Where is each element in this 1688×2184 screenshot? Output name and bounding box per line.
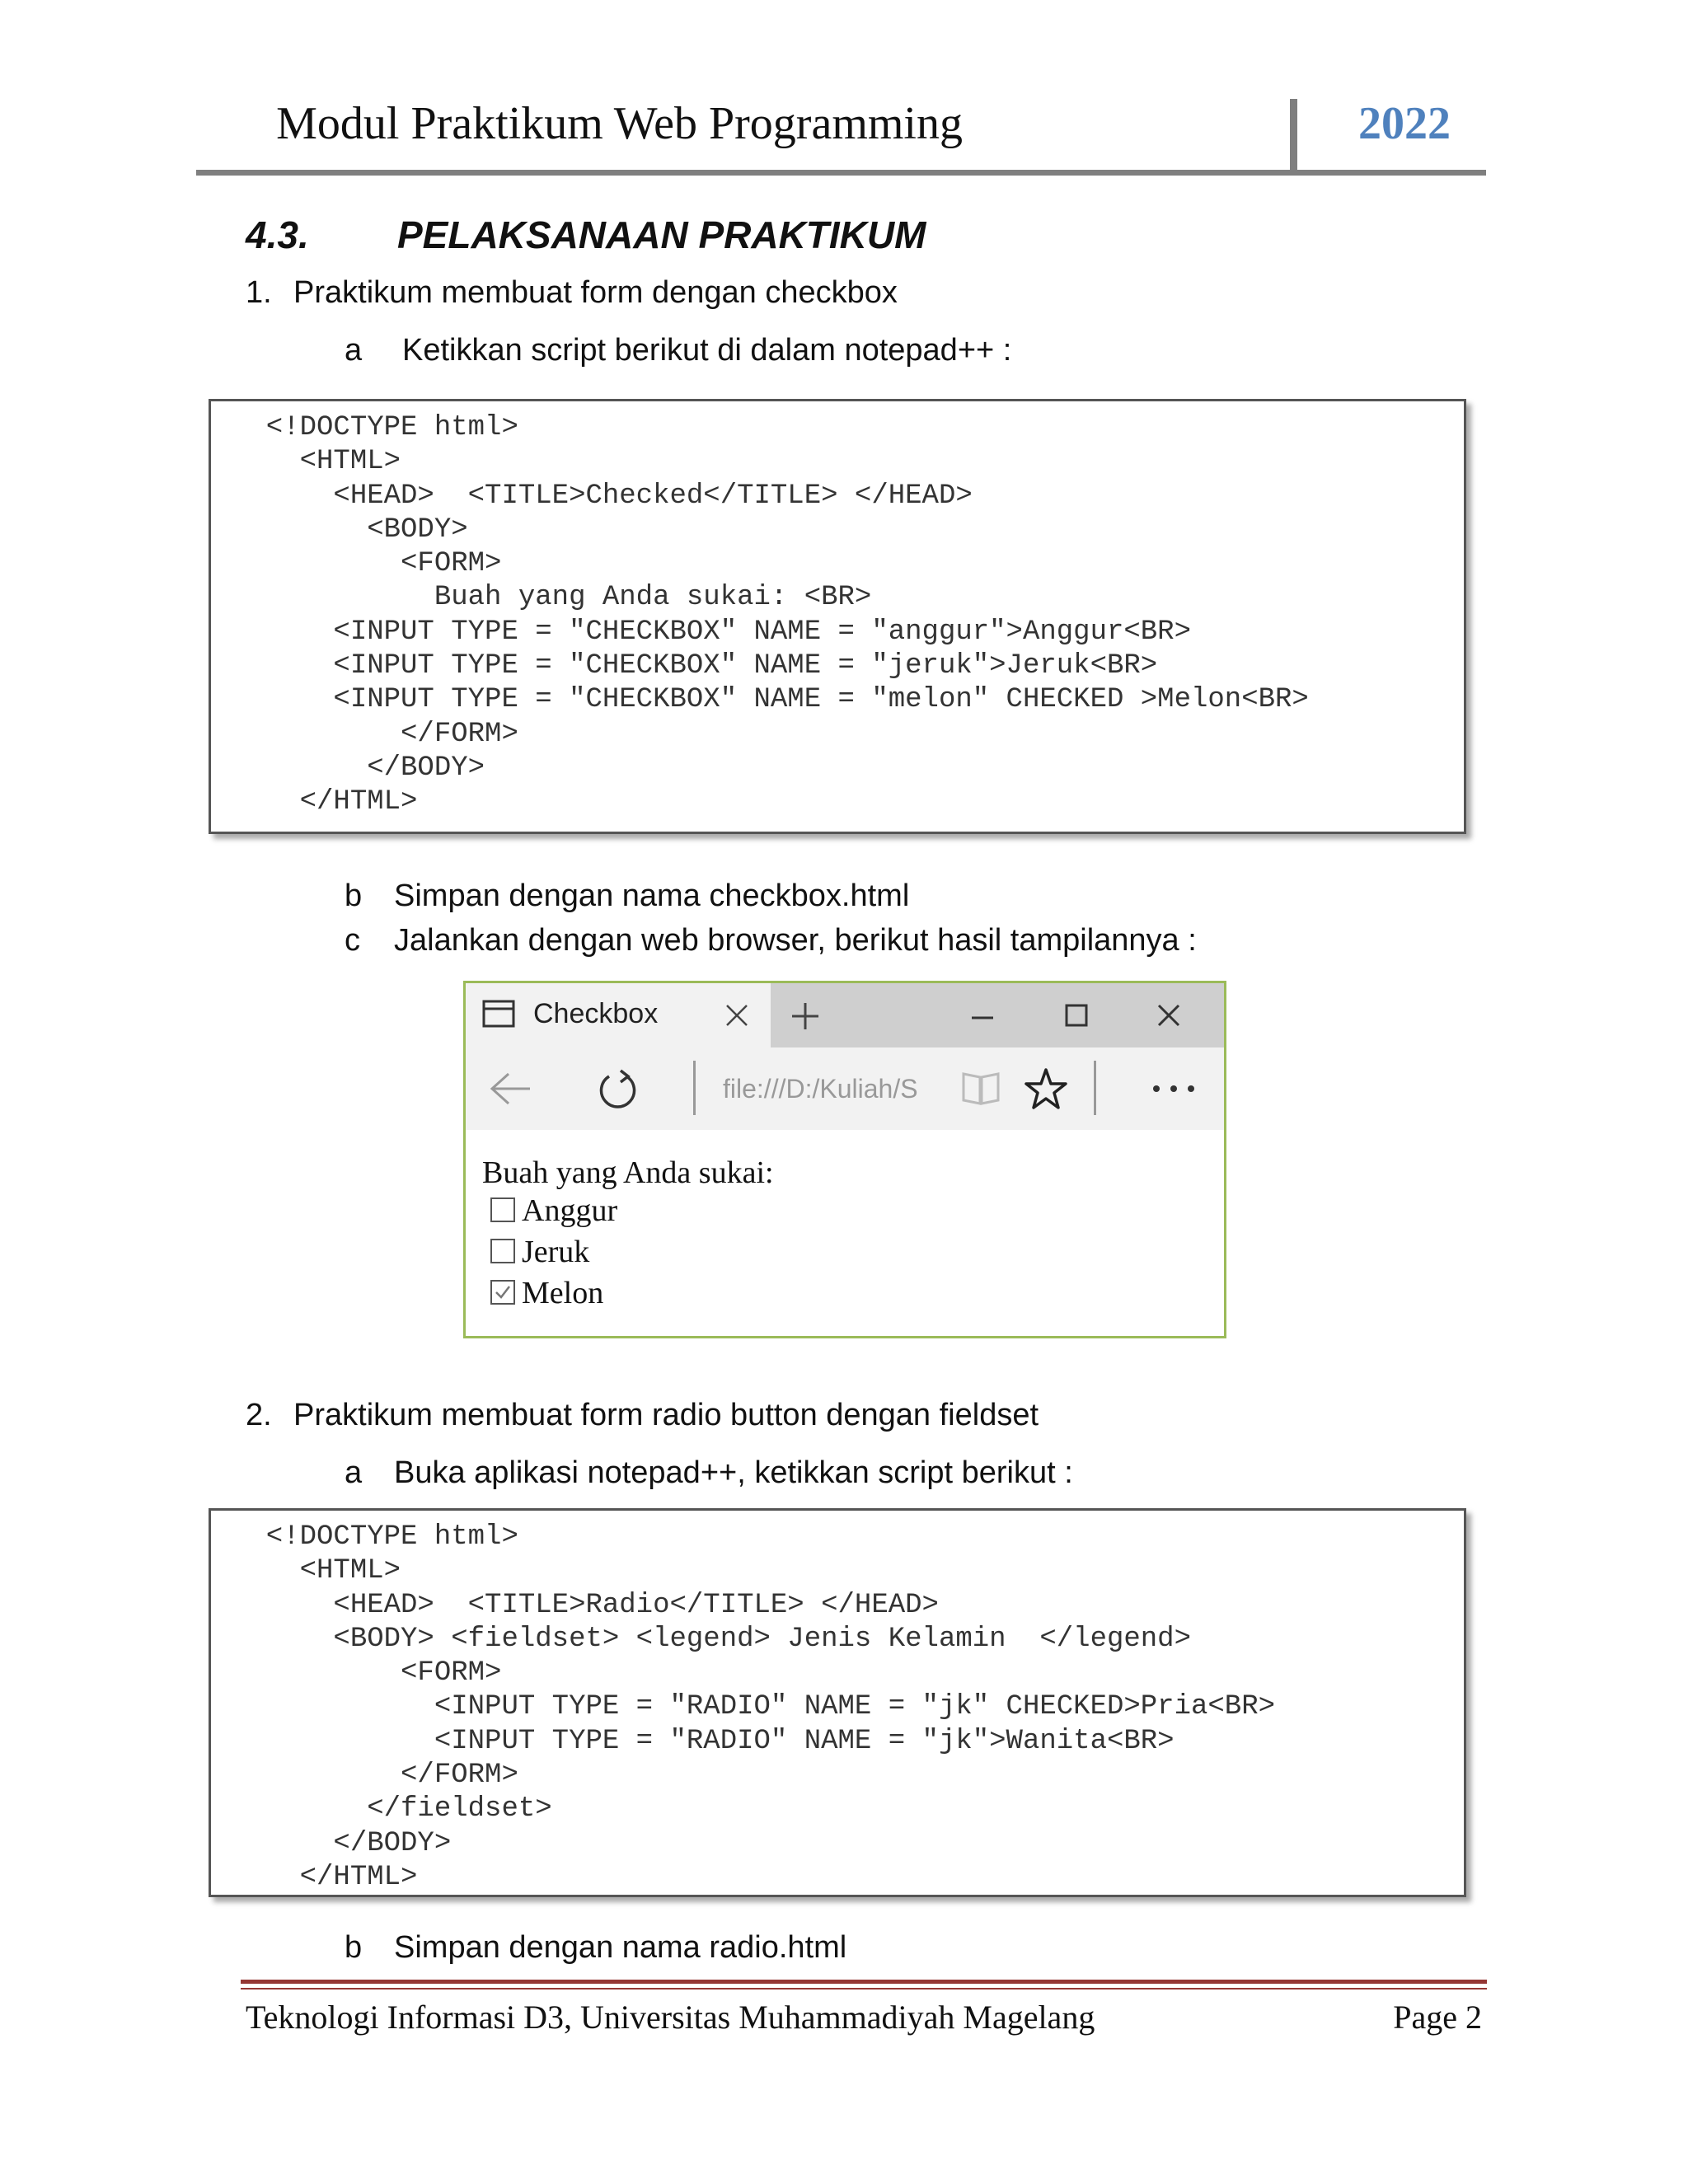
reading-view-icon[interactable] [960, 1071, 1001, 1107]
step-2b-marker: b [345, 1930, 363, 1965]
address-bar[interactable]: file:///D:/Kuliah/S [723, 1074, 918, 1104]
step-2a-text: Buka aplikasi notepad++, ketikkan script berikut : [394, 1455, 1073, 1490]
section-title: PELAKSANAAN PRAKTIKUM [397, 213, 926, 256]
minimize-icon[interactable] [970, 1005, 995, 1029]
page-form-label: Buah yang Anda sukai: [482, 1155, 774, 1190]
step-1c-marker: c [345, 923, 360, 958]
step-2a-marker: a [345, 1455, 363, 1490]
step-2-number: 2. [246, 1398, 272, 1432]
step-1c-text: Jalankan dengan web browser, berikut hasil tampilannya : [394, 923, 1197, 958]
favorite-star-icon[interactable] [1025, 1067, 1067, 1110]
code-block-radio [209, 1508, 1466, 1897]
header-year: 2022 [1358, 98, 1451, 149]
checkbox-jeruk[interactable] [490, 1239, 515, 1263]
toolbar-divider-2 [1094, 1061, 1096, 1115]
header-title: Modul Praktikum Web Programming [276, 98, 963, 149]
code-block-checkbox [209, 399, 1466, 834]
checkbox-anggur[interactable] [490, 1197, 515, 1222]
new-tab-icon[interactable] [790, 1001, 820, 1031]
toolbar-divider [693, 1061, 696, 1115]
check-mark-icon [494, 1283, 512, 1301]
footer-institution: Teknologi Informasi D3, Universitas Muhammadiyah Magelang [246, 1999, 1095, 2036]
step-1b-text: Simpan dengan nama checkbox.html [394, 879, 910, 913]
footer-page-number: Page 2 [1393, 1999, 1482, 2036]
checkbox-label: Melon [522, 1276, 604, 1310]
more-icon[interactable] [1151, 1084, 1196, 1094]
header-rule [196, 170, 1486, 176]
refresh-icon[interactable] [596, 1067, 639, 1110]
footer-rule [241, 1980, 1487, 1984]
checkbox-label: Jeruk [522, 1235, 590, 1269]
checkbox-melon[interactable] [490, 1280, 515, 1305]
back-icon[interactable] [489, 1071, 532, 1107]
browser-tab[interactable] [466, 983, 771, 1047]
step-1a-text: Ketikkan script berikut di dalam notepad++ : [402, 333, 1012, 368]
checkbox-label: Anggur [522, 1193, 618, 1228]
close-window-icon[interactable] [1156, 1003, 1181, 1028]
step-1-text: Praktikum membuat form dengan checkbox [293, 275, 898, 310]
tab-page-icon [482, 1000, 515, 1028]
header-separator [1290, 99, 1297, 175]
step-1b-marker: b [345, 879, 363, 913]
tab-title: Checkbox [533, 998, 659, 1029]
browser-toolbar [466, 1047, 1224, 1130]
step-2-text: Praktikum membuat form radio button dengan fieldset [293, 1398, 1039, 1432]
browser-screenshot [463, 981, 1226, 1338]
section-number: 4.3. [246, 213, 309, 256]
step-2b-text: Simpan dengan nama radio.html [394, 1930, 847, 1965]
close-tab-icon[interactable] [724, 1003, 749, 1028]
maximize-icon[interactable] [1064, 1003, 1089, 1028]
footer-rule-thin [241, 1988, 1487, 1990]
step-1-number: 1. [246, 275, 272, 310]
step-1a-marker: a [345, 333, 363, 368]
code-checkbox-text: <!DOCTYPE html> <HTML> <HEAD> <TITLE>Checked</TITLE> </HEAD> <BODY> <FORM> Buah yang Anda sukai: <BR> <INPUT TYPE = "CHECKBOX" NAME = "anggur">Anggur<BR> <INPUT TYPE = "CHECKBOX" NAME = "jeruk">Jeruk<BR> <INPUT TYPE = "CHECKBOX" NAME = "melon" CHECKED >Melon<BR> </FORM> </BODY> </HTML> [265, 412, 1309, 818]
code-radio-text: <!DOCTYPE html> <HTML> <HEAD> <TITLE>Radio</TITLE> </HEAD> <BODY> <fieldset> <legend> Jenis Kelamin </legend> <FORM> <INPUT TYPE = "RADIO" NAME = "jk" CHECKED>Pria<BR> <INPUT TYPE = "RADIO" NAME = "jk">Wanita<BR> </FORM> </fieldset> </BODY> </HTML> [265, 1521, 1276, 1893]
